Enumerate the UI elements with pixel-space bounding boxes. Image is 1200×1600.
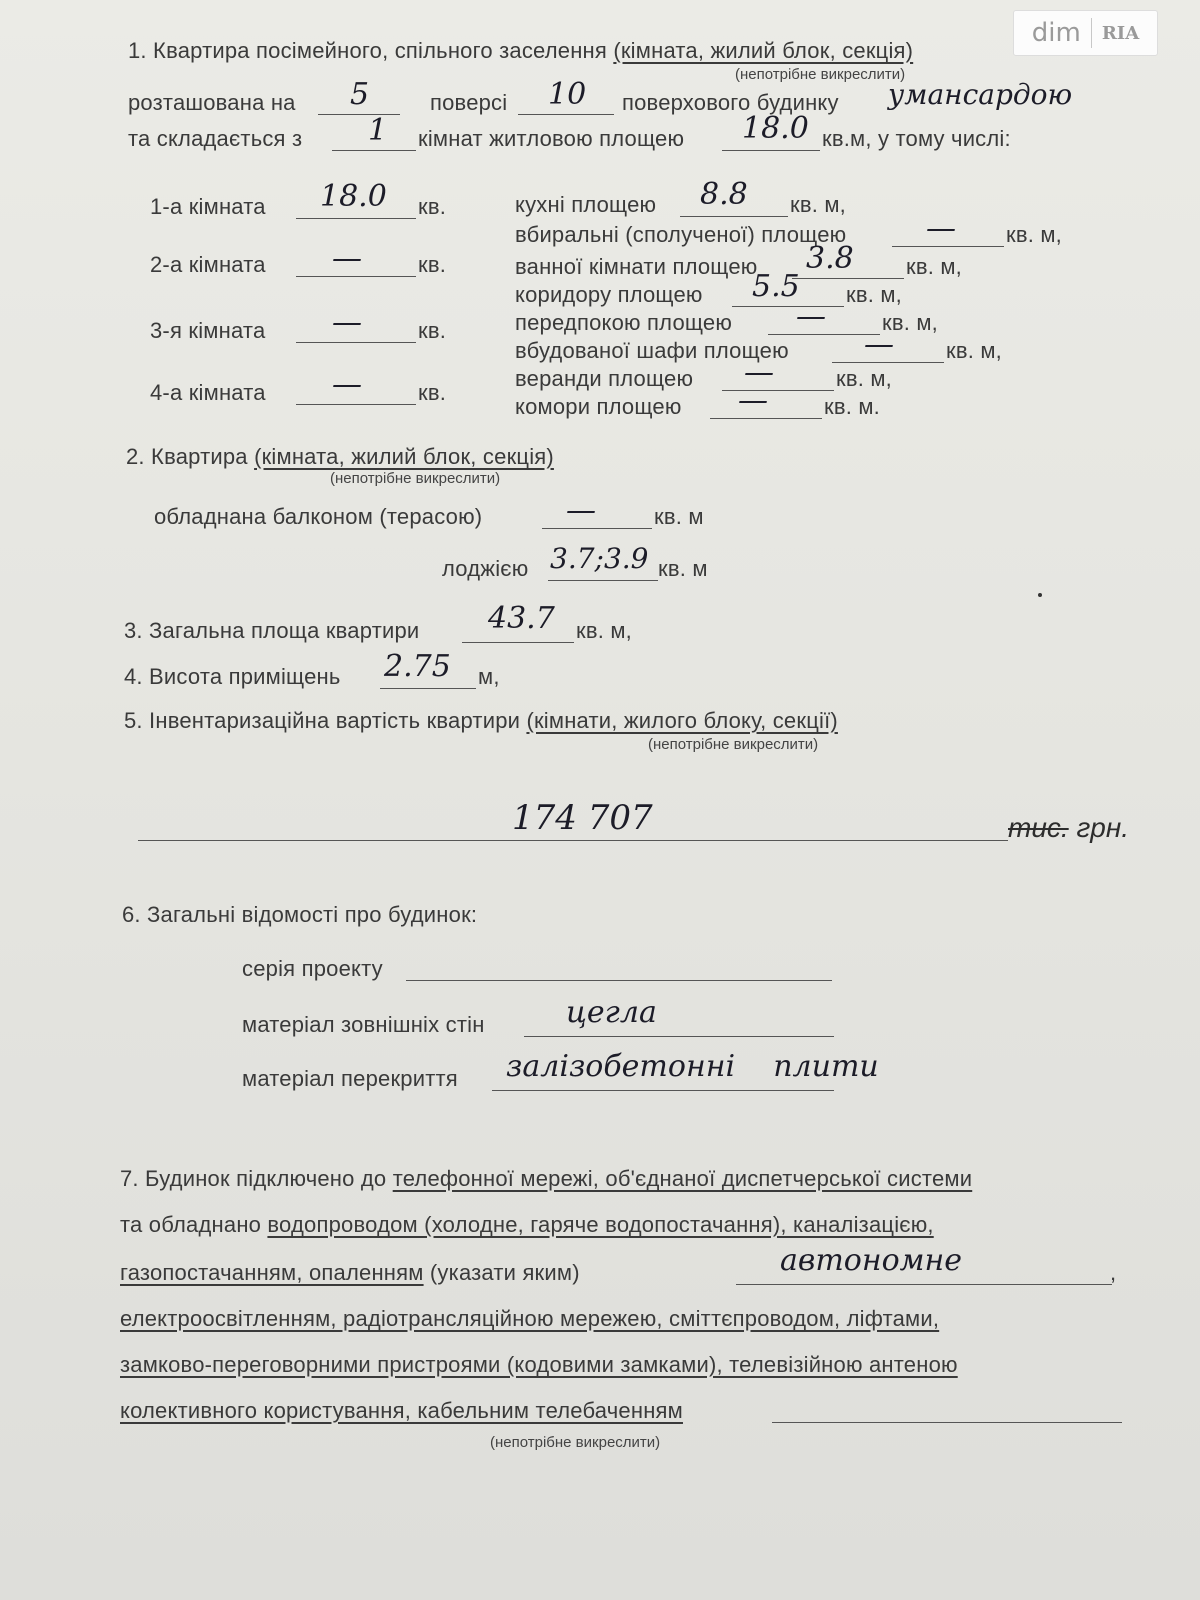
room-4-unit: кв. xyxy=(418,380,447,405)
section-1-heading xyxy=(128,38,913,64)
wardrobe-area-label: вбудованої шафи площею xyxy=(515,338,789,363)
ceiling-height-line xyxy=(380,688,476,689)
rooms-count-value: 1 xyxy=(368,113,388,148)
inventory-value-label: 5. Інвентаризаційна вартість квартири xyxy=(124,708,521,733)
project-series-label: серія проекту xyxy=(242,956,383,981)
currency-value-unit: грн. xyxy=(1076,812,1130,843)
hallway-area-label: передпокою площею xyxy=(515,310,733,335)
pantry-area-line xyxy=(710,418,822,419)
room-3-label: 3-я кімната xyxy=(150,318,266,343)
balcony-line-underline xyxy=(542,528,652,529)
living-area-value: 18.0 xyxy=(742,111,809,146)
living-area-label: кімнат житловою площею xyxy=(418,126,685,151)
section-7-line-1 xyxy=(120,1166,972,1192)
inventory-value: 174 707 xyxy=(512,798,653,838)
room-2-label: 2-а кімната xyxy=(150,252,266,277)
wardrobe-area-value: — xyxy=(864,327,894,362)
bathroom-area-value: 3.8 xyxy=(806,241,854,276)
section-7-phone-network: телефонної мережі, об'єднаної диспетчерської системи xyxy=(392,1166,973,1191)
room-3-value: — xyxy=(332,305,362,340)
total-floors-line xyxy=(518,114,614,115)
room-3-unit: кв. xyxy=(418,318,447,343)
room-1-value: 18.0 xyxy=(320,179,387,214)
located-on-label: розташована на xyxy=(128,90,296,115)
ceiling-height-value: 2.75 xyxy=(384,649,451,684)
loggia-unit: кв. м xyxy=(658,556,708,581)
ceiling-material-value: залізобетонні плити xyxy=(506,1049,879,1084)
veranda-area-value: — xyxy=(744,355,774,390)
floor-line xyxy=(318,114,400,115)
project-series-line xyxy=(406,980,832,981)
room-1-unit: кв. xyxy=(418,194,447,219)
bathroom-area-line xyxy=(792,278,904,279)
loggia-label: лоджією xyxy=(442,556,529,581)
section-7-equipped: та обладнано xyxy=(120,1212,262,1237)
balcony-label: обладнана балконом (терасою) xyxy=(154,504,483,529)
section-1-title: 1. Квартира посімейного, спільного заселення xyxy=(128,38,608,63)
room-2-line xyxy=(296,276,416,277)
dim-ria-watermark xyxy=(1013,10,1158,56)
balcony-unit: кв. м xyxy=(654,504,704,529)
section-7-line-6: колективного користування, кабельним телебаченням xyxy=(120,1398,683,1423)
corridor-area-value: 5.5 xyxy=(752,269,800,304)
veranda-area-unit: кв. м, xyxy=(836,366,892,391)
wall-material-line xyxy=(524,1036,834,1037)
section-2-note: (непотрібне викреслити) xyxy=(330,470,501,487)
kitchen-area-line xyxy=(680,216,788,217)
loggia-value: 3.7;3.9 xyxy=(550,542,649,575)
section-1-note: (непотрібне викреслити) xyxy=(735,66,906,83)
room-2-unit: кв. xyxy=(418,252,447,277)
building-word: поверхового будинку xyxy=(622,90,839,115)
corridor-area-label: коридору площею xyxy=(515,282,703,307)
pantry-area-value: — xyxy=(738,383,768,418)
ceiling-material-line xyxy=(492,1090,834,1091)
watermark-divider xyxy=(1091,18,1092,48)
ceiling-height-label: 4. Висота приміщень xyxy=(124,664,341,689)
heating-comma: , xyxy=(1110,1260,1117,1285)
floor-value: 5 xyxy=(350,77,370,112)
section-2-struck: (кімната, жилий блок, секція) xyxy=(254,444,554,469)
section-7-line-5: замково-переговорними пристроями (кодовими замками), телевізійною антеною xyxy=(120,1352,958,1377)
building-type-value: умансардою xyxy=(888,78,1073,111)
wardrobe-area-line xyxy=(832,362,944,363)
total-area-unit: кв. м, xyxy=(576,618,632,643)
toilet-area-label: вбиральні (сполученої) площею xyxy=(515,222,847,247)
wall-material-value: цегла xyxy=(566,995,657,1030)
total-area-value: 43.7 xyxy=(488,601,555,636)
section-2-title: 2. Квартира xyxy=(126,444,248,469)
section-7-line-3 xyxy=(120,1260,580,1286)
kitchen-area-label: кухні площею xyxy=(515,192,657,217)
rooms-count-line xyxy=(332,150,416,151)
ink-dot xyxy=(1038,593,1042,597)
room-4-label: 4-а кімната xyxy=(150,380,266,405)
kitchen-area-unit: кв. м, xyxy=(790,192,846,217)
room-3-line xyxy=(296,342,416,343)
ceiling-material-label: матеріал перекриття xyxy=(242,1066,458,1091)
corridor-area-unit: кв. м, xyxy=(846,282,902,307)
section-7-note: (непотрібне викреслити) xyxy=(490,1434,661,1451)
bathroom-area-unit: кв. м, xyxy=(906,254,962,279)
toilet-area-unit: кв. м, xyxy=(1006,222,1062,247)
section-6-heading: 6. Загальні відомості про будинок: xyxy=(122,902,478,927)
room-1-label: 1-а кімната xyxy=(150,194,266,219)
pantry-area-label: комори площею xyxy=(515,394,682,419)
floor-word: поверсі xyxy=(430,90,508,115)
section-7-gas-heating: газопостачанням, опаленням xyxy=(120,1260,424,1285)
watermark-brand: dim xyxy=(1031,18,1081,48)
wardrobe-area-unit: кв. м, xyxy=(946,338,1002,363)
currency-struck-unit: тис. xyxy=(1008,812,1069,843)
section-7-specify: (указати яким) xyxy=(429,1260,580,1285)
section-1-struck: (кімната, жилий блок, секція) xyxy=(613,38,914,63)
living-area-line xyxy=(722,150,820,151)
heating-type-line xyxy=(736,1284,1112,1285)
room-4-value: — xyxy=(332,367,362,402)
hallway-area-unit: кв. м, xyxy=(882,310,938,335)
hallway-area-value: — xyxy=(796,299,826,334)
section-7-fill-line xyxy=(772,1422,1122,1423)
total-area-label: 3. Загальна площа квартири xyxy=(124,618,420,643)
room-4-line xyxy=(296,404,416,405)
consists-of-label: та складається з xyxy=(128,126,303,151)
section-7-intro: 7. Будинок підключено до xyxy=(120,1166,387,1191)
toilet-area-value: — xyxy=(926,211,956,246)
corridor-area-line xyxy=(732,306,844,307)
ceiling-height-unit: м, xyxy=(478,664,500,689)
total-floors-value: 10 xyxy=(548,77,587,112)
section-2-heading xyxy=(126,444,554,470)
section-7-line-2 xyxy=(120,1212,934,1238)
balcony-value: — xyxy=(566,493,596,528)
section-5-heading xyxy=(124,708,838,734)
living-area-unit: кв.м, у тому числі: xyxy=(822,126,1011,151)
bathroom-area-label: ванної кімнати площею xyxy=(515,254,758,279)
wall-material-label: матеріал зовнішніх стін xyxy=(242,1012,485,1037)
section-5-note: (непотрібне викреслити) xyxy=(648,736,819,753)
section-7-water: водопроводом (холодне, гаряче водопостачання), каналізацією, xyxy=(267,1212,934,1237)
veranda-area-label: веранди площею xyxy=(515,366,694,391)
section-5-struck: (кімнати, жилого блоку, секції) xyxy=(526,708,838,733)
section-7-line-4: електроосвітленням, радіотрансляційною мережею, сміттєпроводом, ліфтами, xyxy=(120,1306,940,1331)
ria-logo: RIA xyxy=(1101,22,1140,44)
kitchen-area-value: 8.8 xyxy=(700,177,748,212)
inventory-value-line xyxy=(138,840,1008,841)
room-1-line xyxy=(296,218,416,219)
loggia-line xyxy=(548,580,658,581)
heating-type-value: автономне xyxy=(780,1243,963,1278)
currency-unit xyxy=(1008,812,1129,844)
room-2-value: — xyxy=(332,241,362,276)
total-area-line xyxy=(462,642,574,643)
toilet-area-line xyxy=(892,246,1004,247)
pantry-area-unit: кв. м. xyxy=(824,394,880,419)
